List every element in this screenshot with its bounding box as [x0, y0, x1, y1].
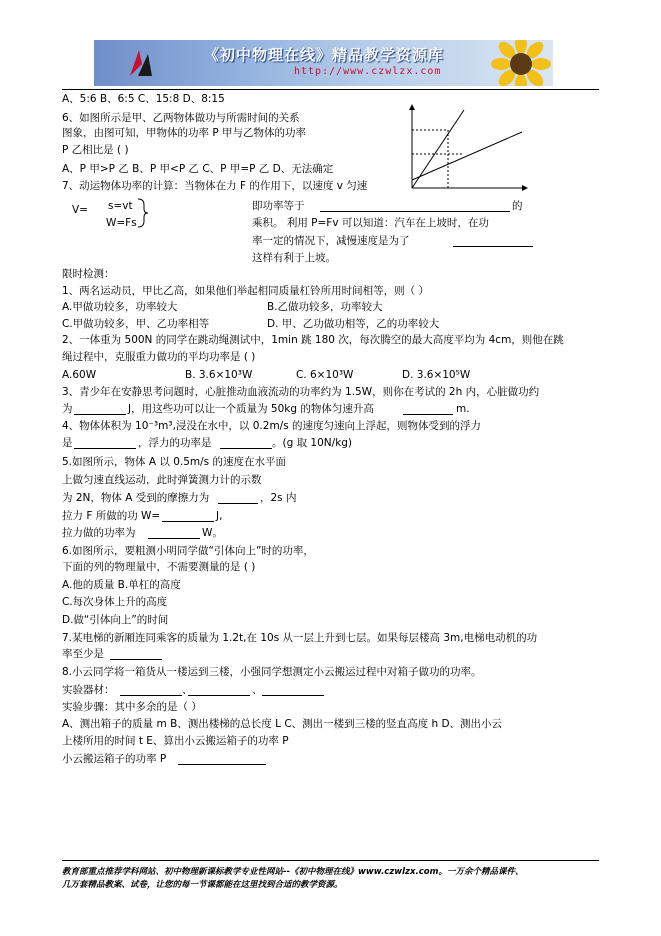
text-line: 1、两名运动员，甲比乙高，如果他们举起相同质量杠铃所用时间相等，则（ ） — [62, 285, 430, 297]
answer-blank[interactable] — [218, 492, 258, 504]
header-banner — [94, 40, 553, 86]
text-line: D.做“引体向上”的时间 — [62, 614, 169, 626]
text-line: 即功率等于 — [252, 200, 305, 212]
text-line: W。 — [202, 527, 223, 539]
text-line: 小云搬运箱子的功率 P — [62, 753, 167, 765]
text-line: 拉力 F 所做的功 W= — [62, 510, 161, 522]
answer-blank[interactable] — [320, 200, 510, 212]
answer-blank[interactable] — [453, 235, 533, 247]
text-line: 2、一体重为 500N 的同学在跳动绳测试中，1min 跳 180 次，每次腾空的最大高度平均为 4cm，则他在跳 — [62, 334, 564, 346]
text-line: C. 6×10³W — [296, 369, 354, 381]
answer-blank[interactable] — [110, 648, 162, 660]
answer-blank[interactable] — [162, 510, 214, 522]
text-line: 乘积。 利用 P=Fv 可以知道：汽车在上坡时，在功 — [252, 217, 489, 229]
text-line: 6、如图所示是甲、乙两物体做功与所需时间的关系 — [62, 112, 300, 124]
text-line: B. 3.6×10³W — [185, 369, 253, 381]
text-line: 。(g 取 10N/kg) — [272, 437, 353, 449]
text-line: C.甲做功较多，甲、乙功率相等 — [62, 318, 210, 330]
header-divider — [62, 89, 599, 90]
text-line: 率至少是 — [62, 648, 104, 660]
text-line: 实验步骤：其中多余的是（ ） — [62, 701, 202, 713]
banner-url: http://www.czwlzx.com — [294, 66, 442, 77]
answer-blank[interactable] — [188, 684, 250, 696]
text-line: 上楼所用的时间 t E、算出小云搬运箱子的功率 P — [62, 735, 289, 747]
footer-divider — [62, 860, 599, 861]
answer-blank[interactable] — [178, 753, 266, 765]
text-line: A、测出箱子的质量 m B、测出楼梯的总长度 L C、测出一楼到三楼的竖直高度 h D、测出小云 — [62, 718, 503, 730]
text-line: P 乙相比是 ( ) — [62, 144, 129, 156]
text-line: D. 甲、乙功做功相等，乙的功率较大 — [267, 318, 440, 330]
brace-icon — [136, 198, 150, 228]
work-time-graph — [404, 104, 528, 194]
answer-blank[interactable] — [74, 437, 136, 449]
text-line: 的 — [512, 200, 523, 212]
answer-blank[interactable] — [262, 684, 324, 696]
text-line: 绳过程中，克服重力做功的平均功率是 ( ) — [62, 351, 256, 363]
text-line: ，2s 内 — [260, 492, 297, 504]
text-line: 为 — [62, 403, 73, 415]
text-line: A.60W — [62, 369, 97, 381]
text-line: 6.如图所示，要粗测小明同学做“引体向上”时的功率， — [62, 545, 314, 557]
text-line: 5.如图所示，物体 A 以 0.5m/s 的速度在水平面 — [62, 456, 286, 468]
text-line: 下面的列的物理量中，不需要测量的是 ( ) — [62, 561, 256, 573]
text-line: A.他的质量 B.单杠的高度 — [62, 579, 181, 591]
text-line: 为 2N，物体 A 受到的摩擦力为 — [62, 492, 210, 504]
text-line: 8.小云同学将一箱货从一楼运到三楼，小强同学想测定小云搬运过程中对箱子做功的功率。 — [62, 666, 482, 678]
text-line: J, — [216, 510, 223, 522]
text-line: A、P 甲>P 乙 B、P 甲<P 乙 C、P 甲=P 乙 D、无法确定 — [62, 163, 334, 175]
text-line: 、 — [182, 684, 193, 696]
footer-line-2: 几万套精品教案、试卷，让您的每一节课都能在这里找到合适的教学资源。 — [62, 880, 343, 890]
text-line: 拉力做的功率为 — [62, 527, 136, 539]
text-line: A.甲做功较多，功率较大 — [62, 301, 178, 313]
text-line: 上做匀速直线运动，此时弹簧测力计的示数 — [62, 474, 262, 486]
banner-title: 《初中物理在线》精品教学资源库 — [204, 46, 445, 64]
text-line: 是 — [62, 437, 73, 449]
sunflower-icon — [490, 40, 552, 86]
text-line: J，用这些功可以让一个质量为 50kg 的物体匀速升高 — [128, 403, 374, 415]
text-line: 7.某电梯的新厢连同乘客的质量为 1.2t,在 10s 从一层上升到七层。如果每层楼高 3m,电梯电动机的功 — [62, 632, 538, 644]
text-line: 图象，由图可知，甲物体的功率 P 甲与乙物体的功率 — [62, 127, 307, 139]
text-line: A、5:6 B、6:5 C、15:8 D、8:15 — [62, 93, 225, 105]
text-line: V= — [72, 204, 88, 216]
answer-blank[interactable] — [120, 684, 182, 696]
text-line: W=Fs — [106, 217, 137, 229]
answer-blank[interactable] — [148, 527, 200, 539]
text-line: B.乙做功较多，功率较大 — [267, 301, 383, 313]
text-line: 这样有利于上坡。 — [252, 252, 336, 264]
text-line: 7、动运物体功率的计算：当物体在力 F 的作用下，以速度 v 匀速 — [62, 180, 368, 192]
text-line: s=vt — [108, 200, 133, 212]
text-line: 率一定的情况下，减慢速度是为了 — [252, 235, 410, 247]
text-line: 、 — [252, 684, 263, 696]
text-line: ，浮力的功率是 — [138, 437, 212, 449]
text-line: 4、物体体积为 10⁻³m³,浸没在水中，以 0.2m/s 的速度匀速向上浮起，则物体受到的浮力 — [62, 420, 482, 432]
text-line: 3、青少年在安静思考问题时，心脏推动血液流动的功率约为 1.5W，则你在考试的 2h 内，心脏做功约 — [62, 386, 540, 398]
answer-blank[interactable] — [74, 403, 126, 415]
text-line: m. — [456, 403, 470, 415]
answer-blank[interactable] — [220, 437, 272, 449]
text-line: 实验器材： — [62, 684, 115, 696]
text-line: C.每次身体上升的高度 — [62, 596, 168, 608]
section-heading: 限时检测： — [62, 268, 115, 280]
logo-icon — [126, 46, 156, 80]
text-line: D. 3.6×10⁵W — [402, 369, 471, 381]
footer-line-1: 教育部重点推荐学科网站、初中物理新课标教学专业性网站--《初中物理在线》www.czwlzx.com。一万余个精品课件、 — [62, 867, 524, 877]
answer-blank[interactable] — [403, 403, 453, 415]
